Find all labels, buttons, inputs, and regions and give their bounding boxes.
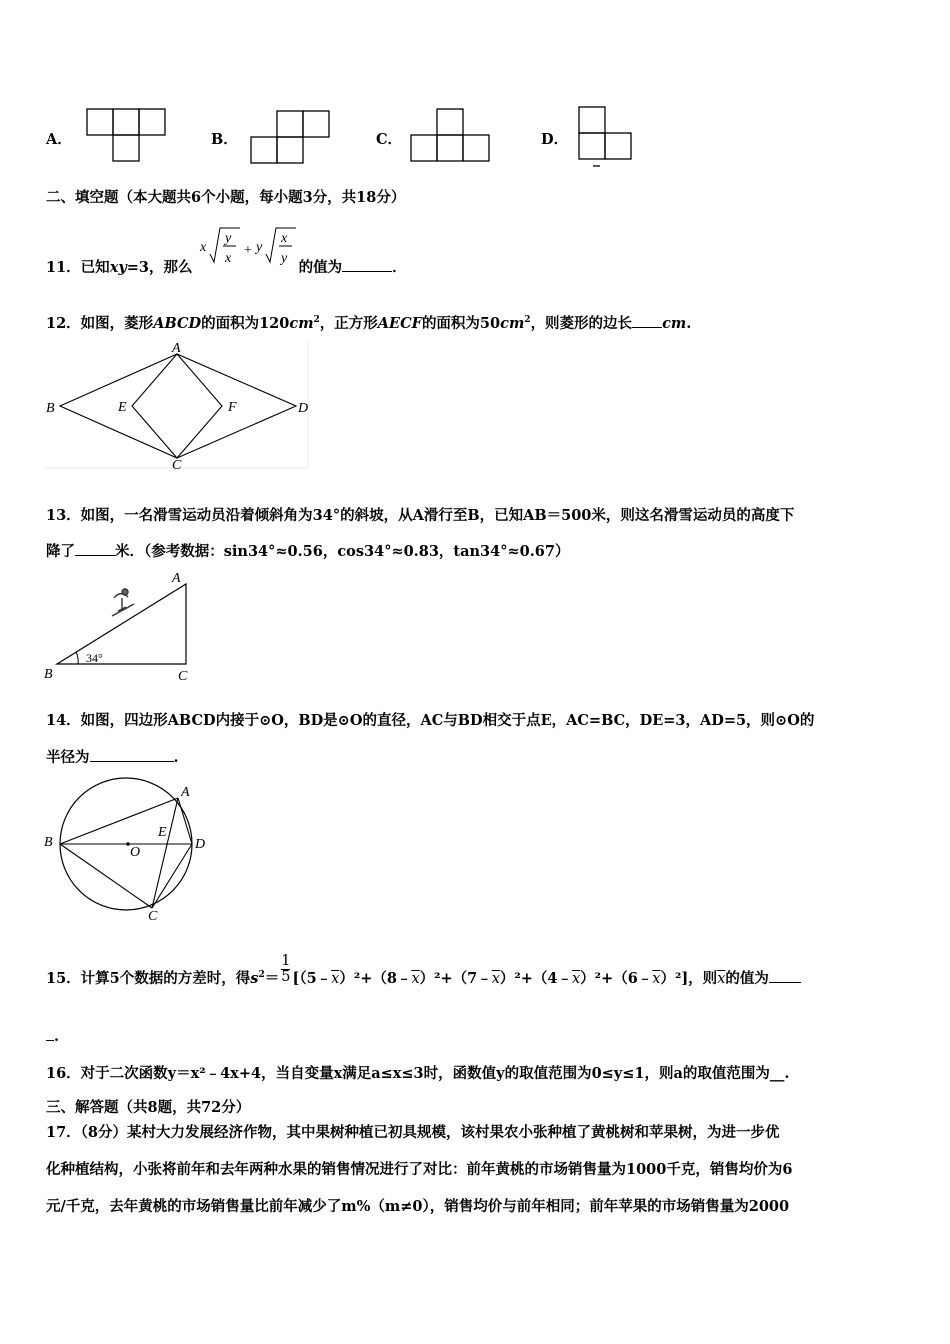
svg-text:x: x [224,251,231,266]
question-17-line-2: 化种植结构，小张将前年和去年两种水果的销售情况进行了对比：前年黄桃的市场销售量为1000千克，销售均价为6 [46,1161,793,1178]
rhombus-label-a: A [172,341,181,356]
option-b-net-figure [250,110,332,165]
option-c-label: C． [376,131,403,148]
slope-angle-label: 34° [86,651,103,665]
svg-text:y: y [224,231,231,246]
slope-label-a: A [172,571,181,586]
skier-icon [112,589,134,616]
section-2-title: 二、填空题（本大题共6个小题，每小题3分，共18分） [46,189,406,206]
rhombus-label-f: F [228,400,237,415]
slope-label-b: B [44,667,53,682]
question-14-line-2: 半径为 . [46,749,179,766]
option-a-label: A． [46,131,72,148]
question-13-line-2: 降了 米．（参考数据：sin34°≈0.56，cos34°≈0.83，tan34°≈0.67） [46,543,570,560]
circle-figure [42,780,222,922]
svg-text:x: x [199,240,206,255]
slope-label-c: C [178,669,188,684]
option-d-label: D． [541,131,569,148]
circle-label-e: E [158,825,167,840]
option-d-net-figure [578,106,638,168]
option-a-net-figure [86,108,166,163]
section-3-title: 三、解答题（共8题，共72分） [46,1099,251,1116]
circle-label-o: O [130,845,141,860]
circle-label-c: C [148,909,158,924]
question-13-line-1: 13．如图，一名滑雪运动员沿着倾斜角为34°的斜坡，从A滑行至B，已知AB＝500米，则这名滑雪运动员的高度下 [46,507,795,524]
question-15: 15．计算5个数据的方差时，得$s^2=$ $\frac{1}{5}$ $[(5﹣\overline{x})^2+(8﹣\overline{x})^2+(7﹣\overline{x})^2+(4﹣\overline{x})^2+(6﹣\overline{x})^2]$，则$\overline{x}$的值为 [46,964,801,994]
question-14-line-1: 14．如图，四边形ABCD内接于⊙O，BD是⊙O的直径，AC与BD相交于点E，AC=BC，DE=3，AD=5，则⊙O的 [46,712,815,729]
rhombus-figure [44,340,312,472]
q15-fraction: $\frac{1}{5}$ [281,953,291,985]
rhombus-label-c: C [172,458,182,473]
question-17-line-1: 17．（8分）某村大力发展经济作物，其中果树种植已初具规模，该村果农小张种植了黄桃树和苹果树，为进一步优 [46,1124,780,1141]
question-15-continuation: . [46,1026,59,1045]
svg-text:y: y [280,251,287,266]
option-b-label: B． [211,131,238,148]
svg-text:+: + [243,243,252,258]
rhombus-label-b: B [46,401,55,416]
option-c-net-figure [410,108,492,163]
rhombus-label-d: D [298,401,309,416]
question-17-line-3: 元/千克，去年黄桃的市场销售量比前年减少了m%（m≠0），销售均价与前年相同；前年苹果的市场销售量为2000 [46,1198,790,1215]
question-16: 16．对于二次函数y＝x²﹣4x+4，当自变量x满足a≤x≤3时，函数值y的取值范围为0≤y≤1，则a的取值范围为__. [46,1065,790,1082]
circle-label-d: D [195,837,206,852]
circle-label-a: A [181,785,190,800]
svg-text:y: y [255,240,262,255]
circle-label-b: B [44,835,53,850]
ski-slope-figure [42,570,202,686]
svg-text:x: x [280,231,287,246]
question-12: 12．如图，菱形ABCD的面积为$120cm^2$，正方形AECF的面积为$50cm^2$，则菱形的边长 cm. [46,315,692,332]
rhombus-label-e: E [118,400,127,415]
question-11: 11．已知xy=3，那么 x y x + y x y 的值为 ． [46,252,407,277]
q11-formula [198,231,294,272]
